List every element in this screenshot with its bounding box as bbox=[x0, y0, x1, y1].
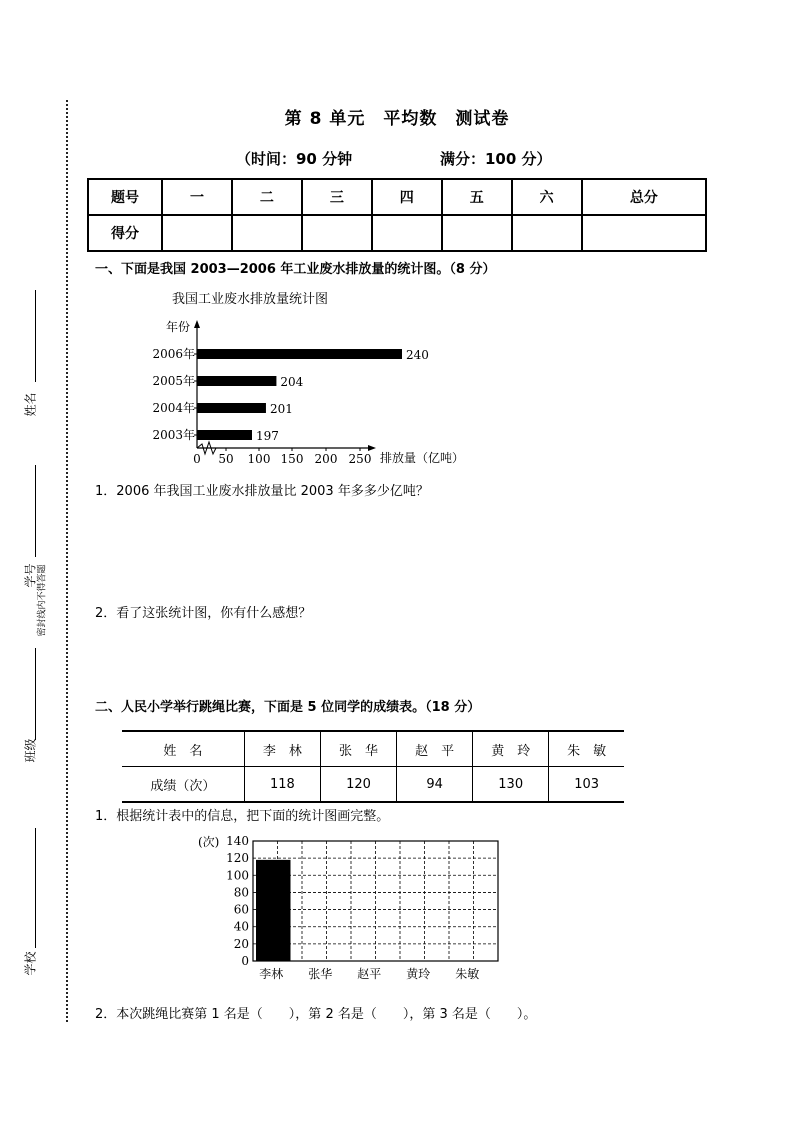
score-header-cell: 一 bbox=[162, 179, 232, 215]
exam-time: （时间：90 分钟 bbox=[236, 150, 353, 168]
class-blank[interactable] bbox=[35, 648, 36, 740]
wastewater-x-arrow bbox=[368, 445, 376, 451]
score-table-names-row bbox=[122, 731, 624, 767]
category-label: 赵平 bbox=[357, 967, 382, 981]
page-title: 第 8 单元 平均数 测试卷 bbox=[284, 109, 510, 129]
table-header-cell: 黄 玲 bbox=[473, 731, 549, 767]
wastewater-category-label: 2004年 bbox=[152, 401, 195, 415]
wastewater-value-label: 204 bbox=[280, 375, 304, 389]
table-header-cell: 张 华 bbox=[320, 731, 396, 767]
section1-question2: 2．看了这张统计图，你有什么感想？ bbox=[95, 606, 312, 621]
wastewater-bar bbox=[197, 376, 276, 386]
score-cell[interactable] bbox=[372, 215, 442, 251]
section2-heading: 二、人民小学举行跳绳比赛，下面是 5 位同学的成绩表。（18 分） bbox=[95, 700, 481, 715]
wastewater-bar bbox=[197, 349, 402, 359]
y-tick-label: 120 bbox=[226, 851, 249, 866]
wastewater-chart bbox=[130, 284, 510, 474]
y-tick-label: 40 bbox=[233, 919, 249, 934]
wastewater-chart-title: 我国工业废水排放量统计图 bbox=[172, 292, 329, 307]
score-header-cell: 总分 bbox=[582, 179, 706, 215]
category-label: 张华 bbox=[308, 967, 333, 981]
name-label: 姓名 bbox=[23, 392, 38, 417]
score-cell[interactable] bbox=[582, 215, 706, 251]
table-header-cell: 赵 平 bbox=[397, 731, 473, 767]
score-header-cell: 六 bbox=[512, 179, 582, 215]
score-cell[interactable] bbox=[232, 215, 302, 251]
jump-rope-chart-y-label: (次) bbox=[198, 835, 220, 849]
wastewater-category-label: 2005年 bbox=[152, 374, 195, 388]
table-header-cell: 李 林 bbox=[244, 731, 320, 767]
score-row-label: 得分 bbox=[88, 215, 162, 251]
score-cell[interactable] bbox=[512, 215, 582, 251]
score-header-cell: 五 bbox=[442, 179, 512, 215]
school-blank[interactable] bbox=[35, 828, 36, 948]
score-table-score-row bbox=[88, 215, 706, 251]
table-cell: 103 bbox=[549, 767, 624, 803]
wastewater-y-arrow bbox=[194, 320, 200, 328]
class-label: 班级 bbox=[23, 738, 38, 763]
score-header-cell: 三 bbox=[302, 179, 372, 215]
score-header-cell: 四 bbox=[372, 179, 442, 215]
table-cell: 118 bbox=[244, 767, 320, 803]
student-id-blank[interactable] bbox=[35, 465, 36, 557]
full-score: 满分：100 分） bbox=[440, 150, 552, 168]
table-header-cell: 姓 名 bbox=[122, 731, 244, 767]
wastewater-value-label: 240 bbox=[406, 348, 429, 362]
y-tick-label: 80 bbox=[233, 885, 249, 900]
school-label: 学校 bbox=[23, 951, 38, 976]
category-label: 黄玲 bbox=[406, 967, 431, 981]
section1-question1: 1．2006 年我国工业废水排放量比 2003 年多多少亿吨？ bbox=[95, 484, 429, 499]
table-cell: 120 bbox=[320, 767, 396, 803]
y-tick-label: 20 bbox=[233, 936, 249, 951]
wastewater-chart-y-label: 年份 bbox=[166, 320, 191, 334]
table-cell: 94 bbox=[397, 767, 473, 803]
wastewater-x-tick-label: 150 bbox=[280, 452, 304, 466]
y-tick-label: 0 bbox=[241, 954, 249, 968]
wastewater-x-tick-label: 200 bbox=[314, 452, 338, 466]
score-cell[interactable] bbox=[442, 215, 512, 251]
score-bar bbox=[256, 860, 291, 961]
category-label: 李林 bbox=[259, 967, 284, 981]
wastewater-category-label: 2003年 bbox=[152, 428, 195, 442]
name-blank[interactable] bbox=[35, 290, 36, 382]
table-cell: 成绩（次） bbox=[122, 767, 244, 803]
table-cell: 130 bbox=[473, 767, 549, 803]
seal-note: 密封线内不得答题 bbox=[37, 564, 48, 637]
wastewater-bar bbox=[197, 430, 252, 440]
wastewater-x-tick-label: 250 bbox=[348, 452, 372, 466]
wastewater-x-tick-label: 100 bbox=[247, 452, 271, 466]
y-tick-label: 100 bbox=[226, 868, 249, 883]
wastewater-value-label: 201 bbox=[269, 402, 293, 416]
wastewater-x-tick-label: 0 bbox=[193, 452, 201, 466]
jump-rope-chart bbox=[190, 832, 510, 987]
score-table bbox=[87, 178, 707, 252]
section2-question2[interactable]: 2．本次跳绳比赛第 1 名是（ ），第 2 名是（ ），第 3 名是（ ）。 bbox=[95, 1007, 537, 1022]
jump-rope-score-table bbox=[122, 730, 624, 803]
table-header-cell: 朱 敏 bbox=[549, 731, 624, 767]
section2-question1: 1．根据统计表中的信息，把下面的统计图画完整。 bbox=[95, 809, 390, 824]
score-table-header-row bbox=[88, 179, 706, 215]
score-cell[interactable] bbox=[162, 215, 232, 251]
score-header-cell: 二 bbox=[232, 179, 302, 215]
score-cell[interactable] bbox=[302, 215, 372, 251]
score-header-cell: 题号 bbox=[88, 179, 162, 215]
section1-heading: 一、下面是我国 2003—2006 年工业废水排放量的统计图。（8 分） bbox=[95, 262, 496, 277]
score-table-values-row bbox=[122, 767, 624, 803]
y-tick-label: 140 bbox=[226, 834, 249, 848]
wastewater-bar bbox=[197, 403, 266, 413]
wastewater-chart-x-label: 排放量（亿吨） bbox=[380, 451, 465, 465]
student-id-label: 学号 bbox=[23, 563, 38, 588]
category-label: 朱敏 bbox=[455, 967, 480, 981]
y-tick-label: 60 bbox=[233, 902, 249, 917]
binding-dotted-line bbox=[66, 100, 68, 1022]
wastewater-category-label: 2006年 bbox=[152, 347, 195, 361]
wastewater-x-tick-label: 50 bbox=[218, 452, 234, 466]
wastewater-value-label: 197 bbox=[256, 429, 279, 443]
